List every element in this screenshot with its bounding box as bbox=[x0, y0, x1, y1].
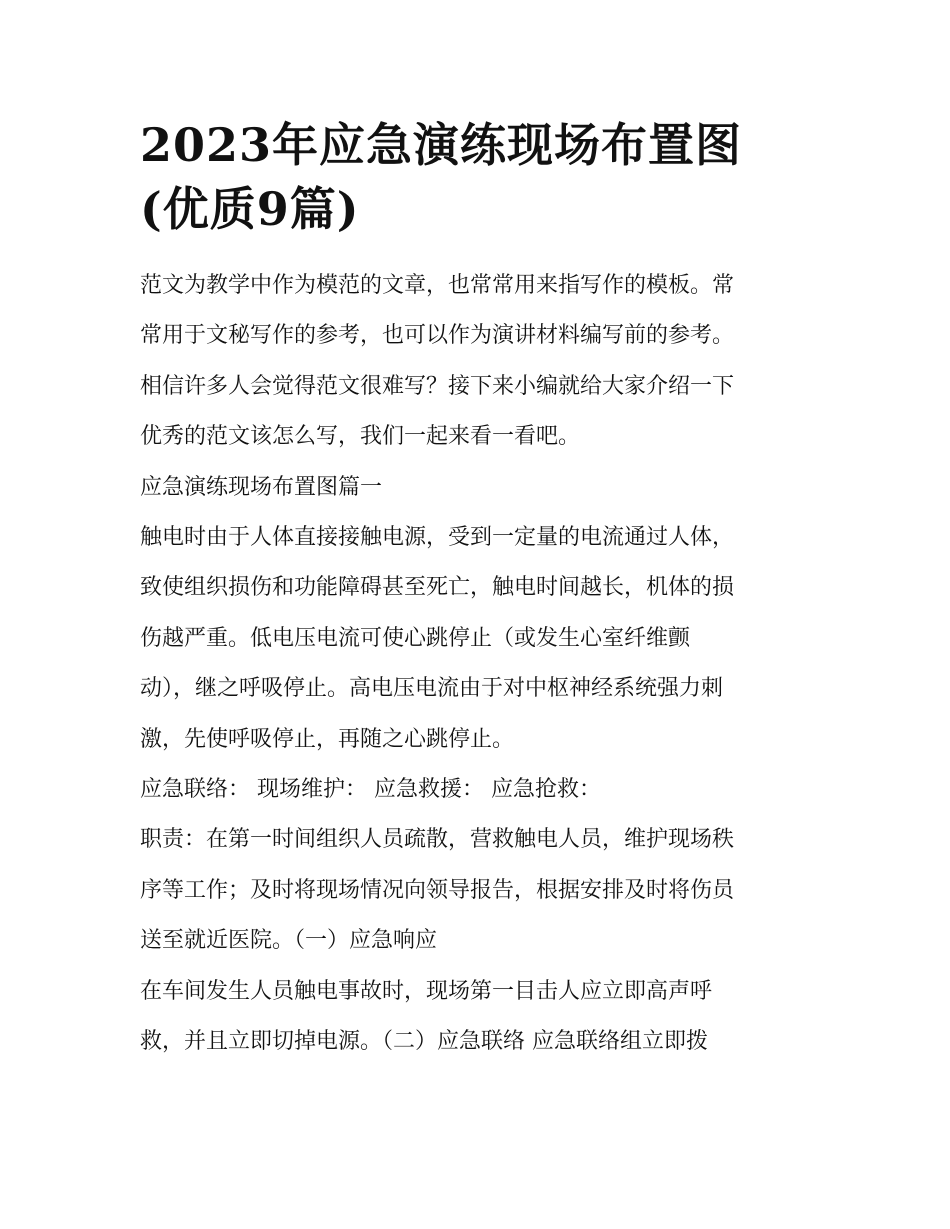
text-line: 常用于文秘写作的参考，也可以作为演讲材料编写前的参考。 bbox=[140, 323, 735, 349]
title-line-2: (优质9篇) bbox=[140, 182, 360, 236]
text-line: 在车间发生人员触电事故时，现场第一目击人应立即高声呼 bbox=[140, 978, 713, 1004]
duties-paragraph bbox=[140, 815, 820, 966]
roles-paragraph bbox=[140, 765, 820, 815]
text-line: 应急联络： 现场维护： 应急救援： 应急抢救： bbox=[140, 777, 601, 803]
title-line-1: 2023年应急演练现场布置图 bbox=[140, 118, 743, 172]
document-title bbox=[140, 113, 820, 241]
text-line: 优秀的范文该怎么写，我们一起来看一看吧。 bbox=[140, 424, 581, 450]
section-heading bbox=[140, 463, 820, 513]
text-line: 救，并且立即切掉电源。（二）应急联络 应急联络组立即拨 bbox=[140, 1029, 708, 1055]
text-line: 激，先使呼吸停止，再随之心跳停止。 bbox=[140, 726, 515, 752]
text-line: 伤越严重。低电压电流可使心跳停止（或发生心室纤维颤 bbox=[140, 625, 691, 651]
text-line: 相信许多人会觉得范文很难写？接下来小编就给大家介绍一下 bbox=[140, 373, 735, 399]
text-line: 职责：在第一时间组织人员疏散，营救触电人员，维护现场秩 bbox=[140, 827, 735, 853]
text-line: 致使组织损伤和功能障碍甚至死亡，触电时间越长，机体的损 bbox=[140, 575, 735, 601]
text-line: 范文为教学中作为模范的文章，也常常用来指写作的模板。常 bbox=[140, 273, 735, 298]
text-line: 触电时由于人体直接接触电源，受到一定量的电流通过人体， bbox=[140, 525, 735, 551]
text-line: 动），继之呼吸停止。高电压电流由于对中枢神经系统强力刺 bbox=[140, 676, 724, 702]
text-line: 送至就近医院。（一）应急响应 bbox=[140, 928, 438, 954]
intro-paragraph bbox=[140, 261, 820, 463]
text-line: 序等工作；及时将现场情况向领导报告，根据安排及时将伤员 bbox=[140, 877, 735, 903]
document-page bbox=[140, 113, 820, 1068]
electric-shock-paragraph bbox=[140, 513, 820, 765]
response-paragraph bbox=[140, 967, 820, 1068]
document-body bbox=[140, 261, 820, 1068]
text-line: 应急演练现场布置图篇一 bbox=[140, 474, 383, 500]
